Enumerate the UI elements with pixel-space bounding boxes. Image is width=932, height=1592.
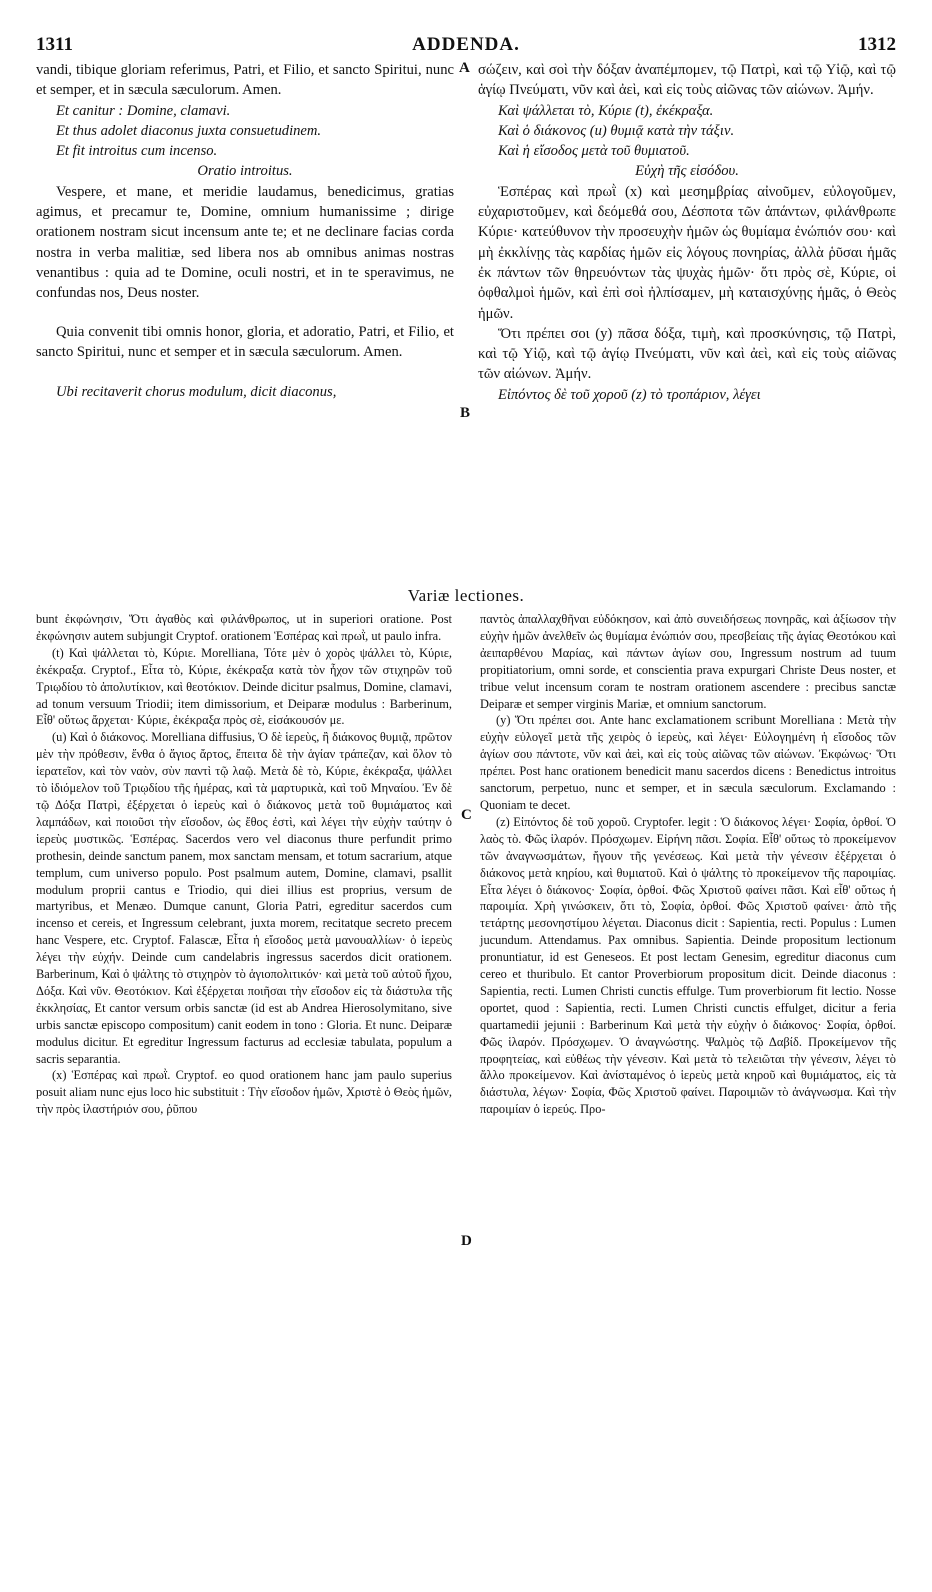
running-title: ADDENDA. [412,34,520,55]
latin-prayer: Vespere, et mane, et meridie laudamus, benedicimus, gratias agimus, et precamur te, Domine, omnium humanissime ; dirige orationem nostram sicut incensum ante te; et ne declinare facias corda nostra in verba malitiæ, sed libera nos ab omnibus animas nostras venantibus : quia ad te Domine, oculi nostri, et in te speravimus, ne confundas nos, Deus noster. [36,183,454,302]
page-number-left: 1311 [36,34,73,55]
main-text [36,60,896,583]
variant-readings [36,611,896,1566]
greek-rubric: Καὶ ψάλλεται τὸ, Κύριε (t), ἐκέκραξα. [498,102,714,119]
greek-rubric: Εἰπόντος δὲ τοῦ χοροῦ (z) τὸ τροπάριον, λέγει [498,386,761,403]
greek-rubric: Καὶ ἡ εἴσοδος μετὰ τοῦ θυμιατοῦ. [498,143,690,160]
greek-rubric: Καὶ ὁ διάκονος (u) θυμιᾷ κατὰ τὴν τάξιν. [498,122,735,139]
note-paragraph: (u) Καὶ ὁ διάκονος. Morelliana diffusius, Ὁ δὲ ἱερεὺς, ἢ διάκονος θυμιᾷ, πρῶτον μὲν τὴν πρόθεσιν, ἔνθα ὁ ἅγιος ἄρτος, ἔπειτα δὲ τὴν ἁγίαν τράπεζαν, καὶ ὅλον τὸ ἱερατεῖον, καὶ τὸν ναὸν, σὺν παντὶ τῷ λαῷ. Μετὰ δὲ τὸ, Κύριε, ἐκέκραξα, ψάλλει τὸ ἰδιόμελον τοῦ Τριῳδίου τῆς ἡμέρας, καὶ τὰ μαρτυρικὰ, καὶ τοῦ Μηναίου. Ἐν δὲ τῷ Δόξα Πατρὶ, ἐξέρχεται ὁ ἱερεὺς καὶ ὁ διάκονος μετὰ τοῦ θυμιάματος καὶ λαμπάδων, καὶ ποιοῦσι τὴν εἴσοδον, ὡς ἔθος ἐστὶ, καὶ λέγει τὴν εὐχὴν ταύτην ὁ ἱερεὺς μυστικῶς. Ἑσπέρας. Sacerdos vero vel diaconus thure perfundit primo prothesin, deinde sanctum panem, mox sanctam mensam, et totum sacrarium, atque templum, cum universo populo. Post psalmum autem, Domine, clamavi, psallit modulum proprii cantus e Triodio, qui diei illius est proprius, versum de martyribus, et Menæo. Dumque canunt, Gloria Patri, egreditur sacerdos cum incenso et cereis, et Ingressum celebrant, juxta morem, recitatque secreto precem hanc Vespere, etc. Cryptof. Falascæ, Εἶτα ἡ εἴσοδος μετὰ μανουαλλίων· ὁ ἱερεὺς λέγει τὴν εὐχήν. Deinde cum candelabris ingressus sacerdos dicit orationem. Barberinum, Καὶ ὁ ψάλτης τὸ στιχηρὸν τὸ ἁγιοπολιτικόν· καὶ μετὰ τοῦ αὐτοῦ ἤχου, Δόξα. Καὶ νῦν. Θεοτόκιον. Καὶ ἐξέρχεται ποιῆσαι τὴν εἴσοδον εἰς τὰ διάστυλα τῆς ἐκκλησίας, Et cantor versum orbis sanctæ (id est ab Andrea Hierosolymitano, sive urbis sanctæ episcopo compositum) canit eodem in tono : Gloria. Et nunc. Deiparæ modulus dicitur. Et egreditur Ingressum facturus ad ecclesiæ tabulata, populum a sacris separantia. [36,730,452,1066]
greek-heading: Εὐχὴ τῆς εἰσόδου. [635,163,739,180]
latin-rubric: Et canitur : Domine, clamavi. [56,102,231,119]
note-paragraph: παντὸς ἀπαλλαχθῆναι εὐδόκησον, καὶ ἀπὸ συνειδήσεως πονηρᾶς, καὶ ἀξίωσον τὴν εὐχὴν ἡμῶν ἀνελθεῖν ὡς θυμίαμα ἐνώπιόν σου, πρεσβείαις τῆς ἁγίας Θεοτόκου καὶ ἀειπαρθένου Μαρίας, καὶ πάντων ἁγίων σου, Ingressum nostrum ad tuum propitiatorium, omni sorde, et conscientia prava expurgari Christe Deus noster, et tribue velut incensum coram te nostram orationem ascendere : precibus sanctæ Deiparæ et semper virginis Mariæ, et omnium sanctorum. [480,612,896,711]
notes-left-column [36,611,452,1118]
margin-letter-a: A [459,60,470,76]
latin-rubric: Ubi recitaverit chorus modulum, dicit diaconus, [56,384,337,401]
page-number-right: 1312 [858,34,896,55]
note-paragraph: (t) Καὶ ψάλλεται τὸ, Κύριε. Morelliana, Τότε μὲν ὁ χορὸς ψάλλει τὸ, Κύριε, ἐκέκραξα. Cryptof., Εἶτα τὸ, Κύριε, ἐκέκραξα κατὰ τὸν ἦχον τῶν στιχηρῶν τοῦ Τριῳδίου τὸ ἀπολυτίκιον, καὶ θεοτόκιον. Deinde dicitur psalmus, Domine, clamavi, ad tonum versuum Triodii; item dimissorium, et Deiparæ modulus : Barberinum, Εἶθ' οὕτως ἄρχεται· Κύριε, ἐκέκραξα πρὸς σὲ, εἰσάκουσόν με. [36,645,452,728]
notes-right-column [480,611,896,1118]
latin-column [36,60,454,402]
note-paragraph: (x) Ἑσπέρας καὶ πρωῒ. Cryptof. eo quod orationem hanc jam paulo superius posuit aliam nunc ejus loco hic substituit : Τὴν εἴσοδον ἡμῶν, Χριστὲ ὁ Θεὸς ἡμῶν, τὴν πρὸς ἱλαστήριόν σου, ῥῦπου [36,1068,453,1117]
margin-letter-b: B [460,405,471,421]
margin-letter-d: D [461,1233,472,1249]
greek-column [478,60,896,405]
page-header [36,26,896,60]
note-paragraph: (z) Εἰπόντος δὲ τοῦ χοροῦ. Cryptofer. legit : Ὁ διάκονος λέγει· Σοφία, ὀρθοί. Ὁ λαὸς τὸ. Φῶς ἱλαρόν. Πρόσχωμεν. Εἰρήνη πᾶσι. Σοφία. Εἶθ' οὕτως τὸ προκείμενον τῶν ἀναγνωσμάτων, ἤγουν τῆς γενέσεως. Καὶ μετὰ τὴν γένεσιν ἐξέρχεται ὁ διάκονος μετὰ κηρίου, καὶ θυμιατοῦ. Καὶ ὁ ψάλτης τὸ προκείμενον τῆς παροιμίας. Εἶτα λέγει ὁ διάκονος· Σοφία, ὀρθοί. Φῶς Χριστοῦ φαίνει πᾶσι. Καὶ εἶθ' οὕτως ἡ παροιμία. Χρὴ γινώσκειν, ὅτι τὸ, Σοφία, ὀρθοί. Φῶς Χριστοῦ φαίνει· ἀπὸ τῆς τετάρτης μεσονηστίμου λέγεται. Diaconus dicit : Sapientia, recti. Populus : Lumen jucundum. Attendamus. Pax omnibus. Sapientia. Deinde propositum lectionum pronuntiatur, id est Geneseos. Et post lectam Genesim, egreditur diaconus cum cereo et thuribulo. Et cantor Proverbiorum propositum dicit. Deinde diaconus : Sapientia, recti. Lumen Christi cunctis effulge. Tum proverbiorum fit lectio. Nosse oportet, quod : Sapientia, recti. Lumen Christi cunctis effulget, dicitur a feria quartamedii jejunii : Barberinum Καὶ μετὰ τὴν εὐχὴν ὁ διάκονος· Σοφία, ὀρθοί. Φῶς ἱλαρόν. Πρόσχωμεν. Ὁ ἀναγνώστης. Ψαλμὸς τῷ Δαβίδ. Προκείμενον τῆς προφητείας, καὶ εὐθέως τὴν γένεσιν. Καὶ μετὰ τὸ τελειῶται τὴν γένεσιν, λέγει τὸ ἄλλο προκείμενον. Καὶ ἀνίσταμένος ὁ ἱερεὺς μετὰ κηροῦ καὶ θυμιάματος, εἰς τὰ διάστυλα, λέγων· Σοφία, Φῶς Χριστοῦ φαίνει. Παροιμιῶν τὸ ἀνάγνωσμα. Καὶ τὴν παροιμίαν ὁ ἱερεύς. Προ- [480,814,896,1117]
margin-letter-c: C [461,807,472,823]
greek-doxology: Ὅτι πρέπει σοι (y) πᾶσα δόξα, τιμὴ, καὶ προσκύνησις, τῷ Πατρὶ, καὶ τῷ Υἱῷ, καὶ τῷ ἁγίῳ Πνεύματι, νῦν καὶ ἀεὶ, καὶ εἰς τοὺς αἰῶνας τῶν αἰώνων. Ἀμήν. [478,325,896,383]
latin-rubric: Et fit introitus cum incenso. [56,143,218,160]
greek-line: σώζειν, καὶ σοὶ τὴν δόξαν ἀναπέμπομεν, τῷ Πατρὶ, καὶ τῷ Υἱῷ, καὶ τῷ ἁγίῳ Πνεύματι, νῦν καὶ ἀεὶ, καὶ εἰς τοὺς αἰῶνας τῶν αἰώνων. Ἀμήν. [478,62,896,99]
variae-lectiones-heading: Variæ lectiones. [407,586,525,605]
greek-prayer: Ἑσπέρας καὶ πρωῒ (x) καὶ μεσημβρίας αἰνοῦμεν, εὐλογοῦμεν, εὐχαριστοῦμεν, καὶ δεόμεθά σου, Δέσποτα τῶν ἁπάντων, φιλάνθρωπε Κύριε· κατεύθυνον τὴν προσευχὴν ἡμῶν ὡς θυμίαμα ἐνώπιόν σου· καὶ μὴ ἐκκλίνῃς τὰς καρδίας ἡμῶν εἰς λόγους πονηρίας, ἀλλὰ ῥῦσαι ἡμᾶς ἐκ πάντων τῶν θηρευόντων τὰς ψυχὰς ἡμῶν· ὅτι πρὸς σὲ, Κύριε, οἱ ὀφθαλμοὶ ἡμῶν, καὶ ἐπὶ σοὶ ἠλπίσαμεν, μὴ καταισχύνῃς ἡμᾶς, ὁ Θεὸς ἡμῶν. [478,183,896,322]
latin-line: vandi, tibique gloriam referimus, Patri, et Filio, et sancto Spiritui, nunc et semper, et in sæcula sæculorum. Amen. [36,62,454,99]
note-paragraph: (y) Ὅτι πρέπει σοι. Ante hanc exclamationem scribunt Morelliana : Μετὰ τὴν εὐχὴν εὐλογεῖ μετὰ τῆς χειρὸς ὁ ἱερεὺς, καὶ λέγει· Εὐλογημένη ἡ εἴσοδος τῶν ἁγίων σου πάντοτε, νῦν καὶ ἀεὶ, καὶ εἰς τοὺς αἰῶνας τῶν αἰώνων. Ἐκφώνως· Ὅτι πρέπει. Post hanc orationem benedicit manu sacerdos dicens : Benedictus introitus sanctorum, perpetuo, nunc et semper, et in sæcula sæculorum. Exclamando : Quoniam te decet. [480,713,896,812]
latin-heading: Oratio introitus. [197,163,293,180]
latin-doxology: Quia convenit tibi omnis honor, gloria, et adoratio, Patri, et Filio, et sancto Spiritui, nunc et semper et in sæcula sæculorum. Amen. [36,323,454,360]
note-paragraph: bunt ἐκφώνησιν, Ὅτι ἀγαθὸς καὶ φιλάνθρωπος, ut in superiori oratione. Post ἐκφώνησιν autem subjungit Cryptof. orationem Ἑσπέρας καὶ πρωῒ, ut paulo infra. [36,612,452,643]
latin-rubric: Et thus adolet diaconus juxta consuetudinem. [56,122,322,139]
page [36,26,896,1576]
